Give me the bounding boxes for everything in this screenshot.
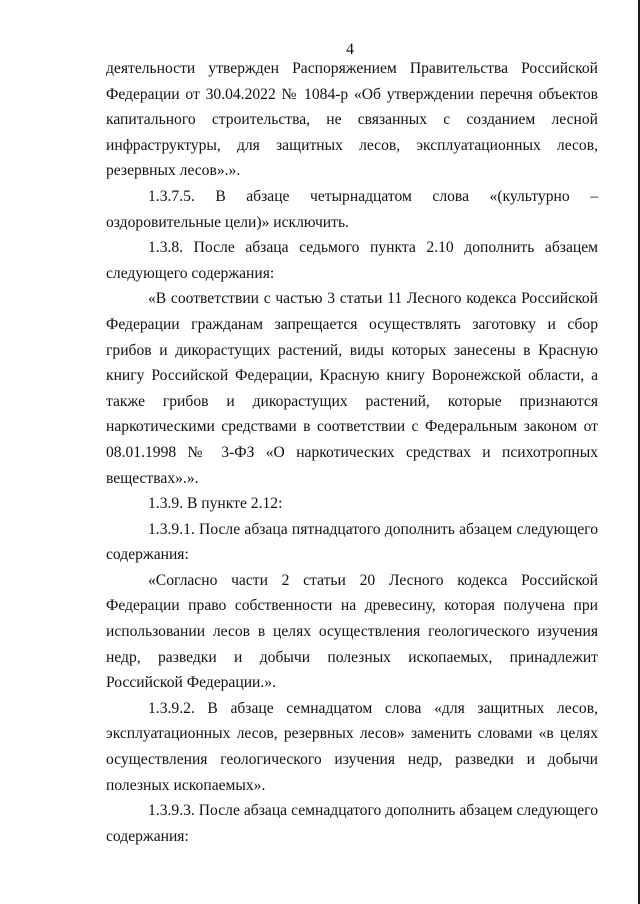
- paragraph-1-3-9-2: 1.3.9.2. В абзаце семнадцатом слова «для защитных лесов, эксплуатационных лесов, резервных лесов» заменить словами «в целях осуществления геологического изучения недр, разведки и добычи полезных ископаемых».: [106, 699, 598, 794]
- page-number: 4: [346, 41, 354, 58]
- document-body: [106, 56, 598, 849]
- paragraph-quote-forest-code-art-11: «В соответствии с частью 3 статьи 11 Лесного кодекса Российской Федерации гражданам запрещается осуществлять заготовку и сбор грибов и дикорастущих растений, виды которых занесены в Красную книгу Российской Федерации, Красную книгу Воронежской области, а также грибов и дикорастущих растений, которые признаются наркотическими средствами в соответствии с Федеральным законом от 08.01.1998 № 3-ФЗ «О наркотических средствах и психотропных веществах».».: [106, 290, 598, 487]
- paragraph-1-3-9-3: 1.3.9.3. После абзаца семнадцатого дополнить абзацем следующего содержания:: [106, 802, 598, 845]
- paragraph-quote-forest-code-art-20: «Согласно части 2 статьи 20 Лесного кодекса Российской Федерации право собственности на древесину, которая получена при использовании лесов в целях осуществления геологического изучения недр, разведки и добычи полезных ископаемых, принадлежит Российской Федерации.».: [106, 571, 598, 692]
- paragraph-1-3-9: 1.3.9. В пункте 2.12:: [148, 495, 283, 513]
- paragraph-continuation: деятельности утвержден Распоряжением Правительства Российской Федерации от 30.04.2022 № 1084-р «Об утверждении перечня объектов капитального строительства, не связанных с созданием лесной инфраструктуры, для защитных лесов, эксплуатационных лесов, резервных лесов».».: [106, 60, 598, 180]
- paragraph-1-3-9-1: 1.3.9.1. После абзаца пятнадцатого дополнить абзацем следующего содержания:: [106, 520, 598, 564]
- paragraph-1-3-8: 1.3.8. После абзаца седьмого пункта 2.10 дополнить абзацем следующего содержания:: [106, 239, 598, 282]
- paragraph-1-3-7-5: 1.3.7.5. В абзаце четырнадцатом слова «(культурно – оздоровительные цели)» исключить.: [106, 187, 598, 231]
